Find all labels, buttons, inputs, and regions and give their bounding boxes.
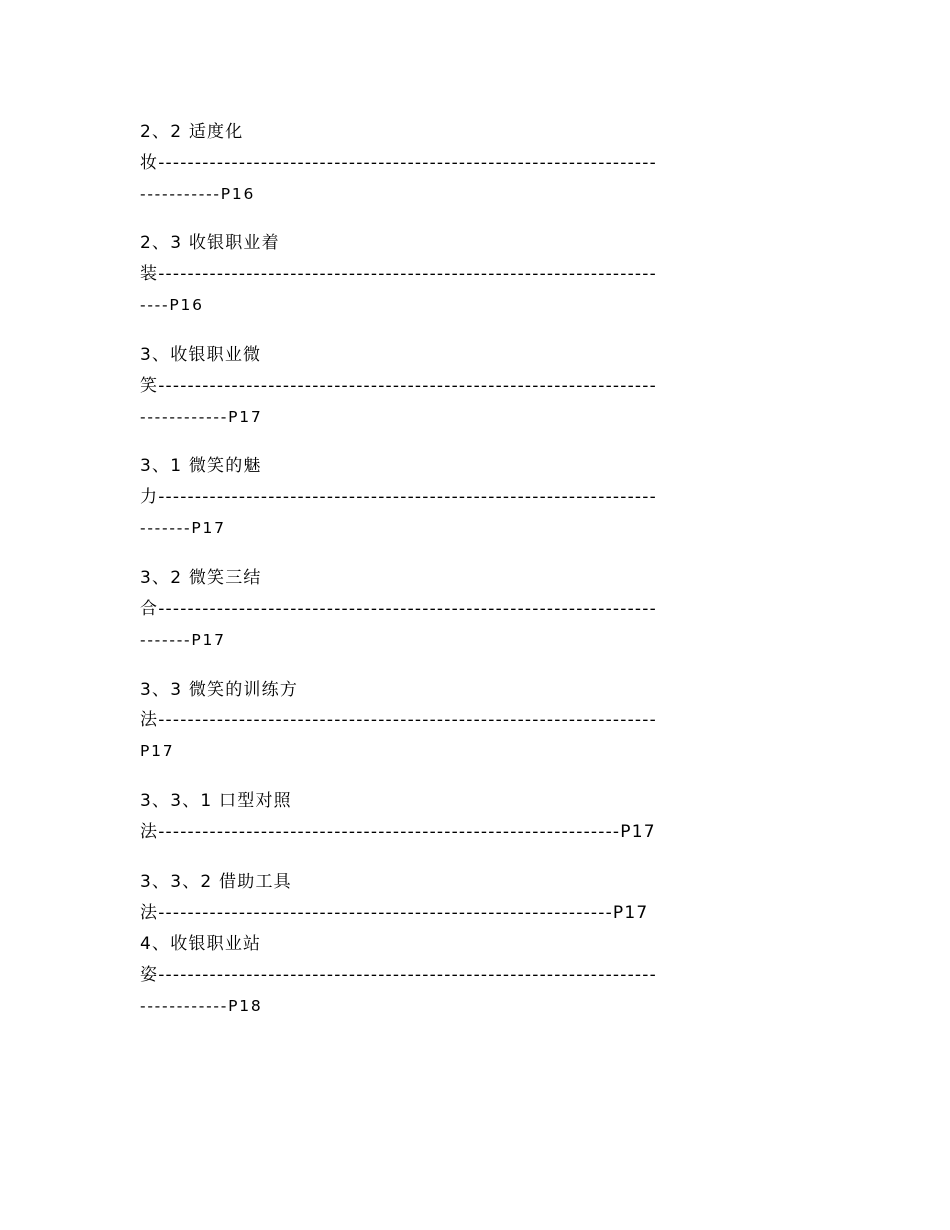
toc-entry-page: ------------P18 — [140, 997, 263, 1015]
toc-entry-leader: 法-------------------------------------------------------------------- — [140, 710, 657, 730]
toc-entry-leader: 法--------------------------------------------------------------P17 — [140, 903, 649, 923]
toc-entry-title: 2、2 适度化 — [140, 122, 244, 142]
toc-entry-page: ------------P17 — [140, 408, 263, 426]
toc-entry-leader: 合-------------------------------------------------------------------- — [140, 599, 657, 619]
toc-entry-title: 3、3 微笑的训练方 — [140, 680, 299, 700]
toc-entry-page: -------P17 — [140, 631, 226, 649]
toc-entry-title: 3、2 微笑三结 — [140, 568, 262, 588]
toc-entry-leader: 笑-------------------------------------------------------------------- — [140, 376, 657, 396]
toc-entry-title: 3、3、2 借助工具 — [140, 872, 292, 892]
toc-entry-page: P17 — [140, 742, 175, 760]
toc-entry-title: 3、1 微笑的魅 — [140, 456, 262, 476]
toc-entry-leader: 妆-------------------------------------------------------------------- — [140, 153, 657, 173]
toc-entry-page: -----------P16 — [140, 185, 256, 203]
toc-entry-leader: 法---------------------------------------------------------------P17 — [140, 822, 656, 842]
toc-entry-leader: 装-------------------------------------------------------------------- — [140, 264, 657, 284]
toc-entry-leader: 姿-------------------------------------------------------------------- — [140, 965, 657, 985]
toc-entry-page: -------P17 — [140, 519, 226, 537]
toc-entry-page: ----P16 — [140, 296, 204, 314]
toc-entry-title: 4、收银职业站 — [140, 934, 262, 954]
toc-entry-title: 2、3 收银职业着 — [140, 233, 280, 253]
toc-entry-leader: 力-------------------------------------------------------------------- — [140, 487, 657, 507]
toc-entry-title: 3、3、1 口型对照 — [140, 791, 292, 811]
toc-entry-title: 3、收银职业微 — [140, 345, 262, 365]
